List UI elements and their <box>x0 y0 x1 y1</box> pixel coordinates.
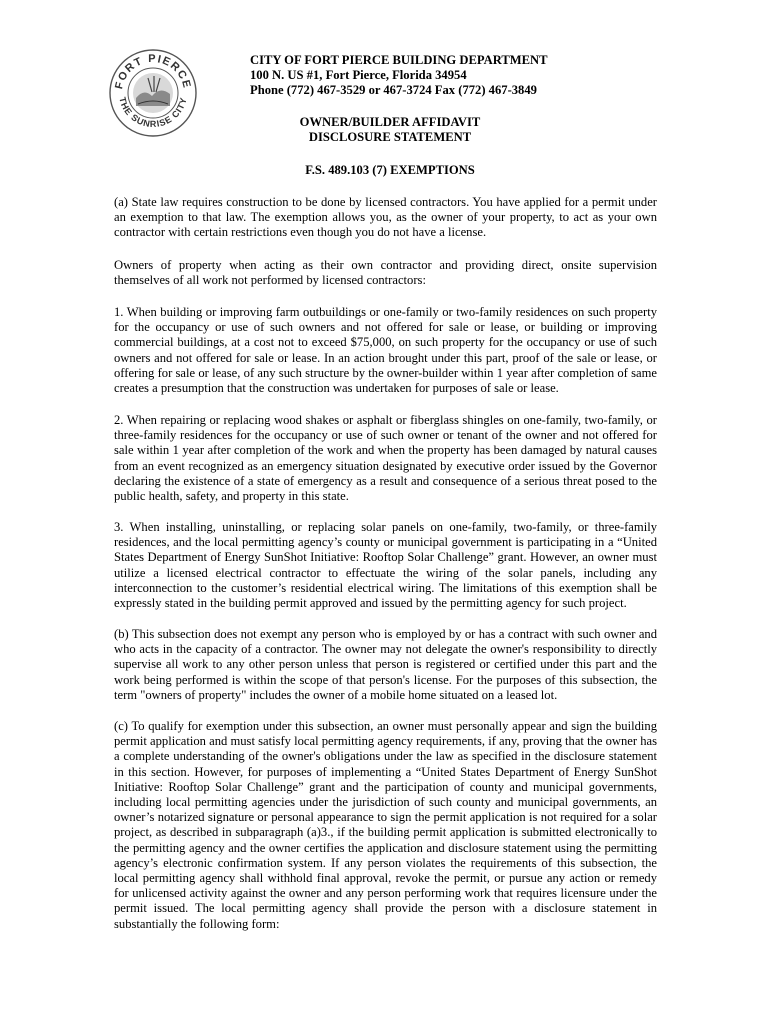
title-line-2: DISCLOSURE STATEMENT <box>308 130 472 144</box>
document-title <box>0 115 770 145</box>
paragraph-a: (a) State law requires construction to be done by licensed contractors. You have applied for a permit under an exemption to that law. The exemption allows you, as the owner of your property, to act as your own contractor with certain restrictions even though you do not have a license. <box>114 195 657 240</box>
department-phone: Phone (772) 467-3529 or 467-3724 Fax (772) 467-3849 <box>250 83 537 97</box>
seal-bottom-text: THE SUNRISE CITY <box>117 96 189 130</box>
paragraph-item-2: 2. When repairing or replacing wood shakes or asphalt or fiberglass shingles on one-family, two-family, or three-family residences for the occupancy or use of such owner or tenant of the owner and not offered for sale within 1 year after completion of the work and when the property has been damaged by natural causes from an event recognized as an emergency situation designated by executive order issued by the Governor declaring the existence of a state of emergency as a result and consequence of a serious threat posed to the public health, safety, and property in this state. <box>114 413 657 504</box>
department-address: 100 N. US #1, Fort Pierce, Florida 34954 <box>250 68 467 82</box>
paragraph-b: (b) This subsection does not exempt any person who is employed by or has a contract with such owner and who acts in the capacity of a contractor. The owner may not delegate the owner's responsibility to directly supervise all work to any other person unless that person is registered or certified under this part and the work being performed is within the scope of that person's license. For the purposes of this subsection, the term "owners of property" includes the owner of a mobile home situated on a leased lot. <box>114 627 657 702</box>
paragraph-item-3: 3. When installing, uninstalling, or replacing solar panels on one-family, two-family, or three-family residences, and the local permitting agency’s county or municipal government is participating in a “United States Department of Energy SunShot Initiative: Rooftop Solar Challenge” grant. However, an owner must utilize a licensed electrical contractor to effectuate the wiring of the solar panels, including any interconnection to the customer’s residential electrical wiring. The limitations of this exemption shall be expressly stated in the building permit approved and issued by the permitting agency for such project. <box>114 520 657 611</box>
department-header <box>250 53 548 98</box>
department-name: CITY OF FORT PIERCE BUILDING DEPARTMENT <box>250 53 548 67</box>
paragraph-c: (c) To qualify for exemption under this subsection, an owner must personally appear and sign the building permit application and must satisfy local permitting agency requirements, if any, proving that the owner has a complete understanding of the owner's obligations under the law as specified in the disclosure statement in this section. However, for purposes of implementing a “United States Department of Energy SunShot Initiative: Rooftop Solar Challenge” grant and the participation of county and municipal governments, including local permitting agencies under the jurisdiction of such county and municipal governments, an owner’s notarized signature or personal appearance to sign the permit application is not required for a solar project, as described in subparagraph (a)3., if the building permit application is submitted electronically to the permitting agency and the owner certifies the application and disclosure statement using the permitting agency’s electronic confirmation system. If any person violates the requirements of this subsection, the local permitting agency shall withhold final approval, revoke the permit, or pursue any action or remedy for unlicensed activity against the owner and any person performing work that requires licensure under the permit issued. The local permitting agency shall provide the person with a disclosure statement in substantially the following form: <box>114 719 658 931</box>
paragraph-owners: Owners of property when acting as their own contractor and providing direct, onsite supervision themselves of all work not performed by licensed contractors: <box>114 258 657 288</box>
seal-top-text: FORT PIERCE <box>113 52 193 91</box>
paragraph-item-1: 1. When building or improving farm outbuildings or one-family or two-family residences on such property for the occupancy or use of such owners and not offered for sale or lease, or building or improving commercial buildings, at a cost not to exceed $75,000, on such property for the occupancy or use of such owners and not offered for sale or lease. In an action brought under this part, proof of the sale or lease, or offering for sale or lease, of any such structure by the owner-builder within 1 year after completion of same creates a presumption that the construction was undertaken for purposes of sale or lease. <box>114 305 657 396</box>
exemptions-heading: F.S. 489.103 (7) EXEMPTIONS <box>305 163 475 177</box>
title-line-1: OWNER/BUILDER AFFIDAVIT <box>299 115 481 129</box>
